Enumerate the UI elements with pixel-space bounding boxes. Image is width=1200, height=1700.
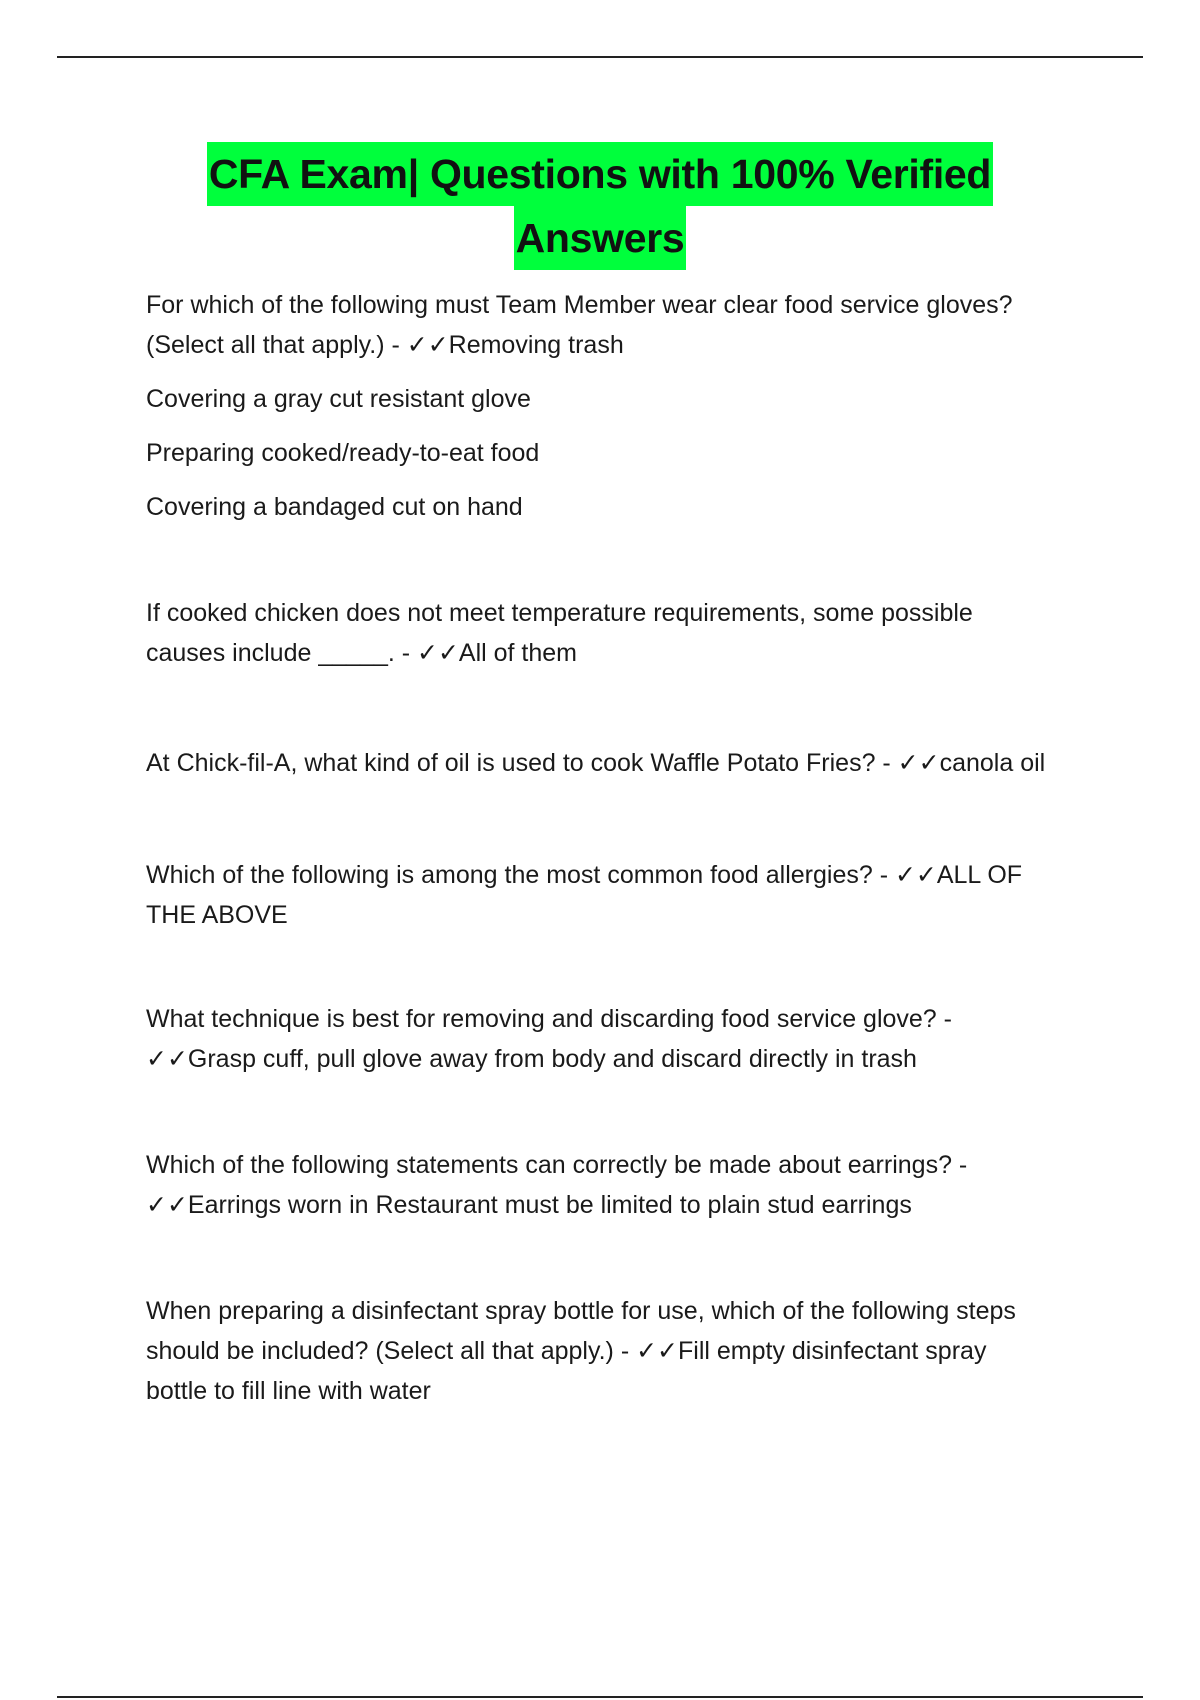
qa-item-3 (146, 743, 1086, 783)
title-line-1: CFA Exam| Questions with 100% Verified (207, 142, 993, 206)
qa-item-2 (146, 593, 1086, 673)
qa-item-5 (146, 999, 1086, 1079)
question-line: Which of the following statements can correctly be made about earrings? - (146, 1151, 968, 1179)
qa-list (146, 285, 1086, 1411)
question-line: ✓✓Grasp cuff, pull glove away from body and discard directly in trash (146, 1045, 917, 1073)
question-line: If cooked chicken does not meet temperature requirements, some possible (146, 599, 973, 627)
question-line: (Select all that apply.) - ✓✓Removing trash (146, 331, 624, 359)
question-line: should be included? (Select all that apply.) - ✓✓Fill empty disinfectant spray (146, 1337, 987, 1365)
question-line: At Chick-fil-A, what kind of oil is used to cook Waffle Potato Fries? - ✓✓canola oil (146, 749, 1046, 777)
qa-item-6 (146, 1145, 1086, 1225)
question-line: THE ABOVE (146, 901, 288, 929)
qa-item-7 (146, 1291, 1086, 1411)
bottom-rule (57, 1696, 1143, 1698)
question-line: bottle to fill line with water (146, 1377, 431, 1405)
question-line: ✓✓Earrings worn in Restaurant must be limited to plain stud earrings (146, 1191, 912, 1219)
title-line-2: Answers (514, 206, 687, 270)
top-rule (57, 56, 1143, 58)
question-line: Which of the following is among the most common food allergies? - ✓✓ALL OF (146, 861, 1023, 889)
answer-option: Covering a bandaged cut on hand (146, 493, 523, 521)
question-line: When preparing a disinfectant spray bottle for use, which of the following steps (146, 1297, 1016, 1325)
question-line: What technique is best for removing and discarding food service glove? - (146, 1005, 952, 1033)
qa-item-4 (146, 855, 1086, 935)
qa-item-1 (146, 285, 1086, 527)
answer-option: Preparing cooked/ready-to-eat food (146, 439, 540, 467)
answer-option: Covering a gray cut resistant glove (146, 385, 531, 413)
question-line: causes include _____. - ✓✓All of them (146, 639, 578, 667)
document-title (0, 142, 1200, 270)
question-line: For which of the following must Team Member wear clear food service gloves? (146, 291, 1013, 319)
